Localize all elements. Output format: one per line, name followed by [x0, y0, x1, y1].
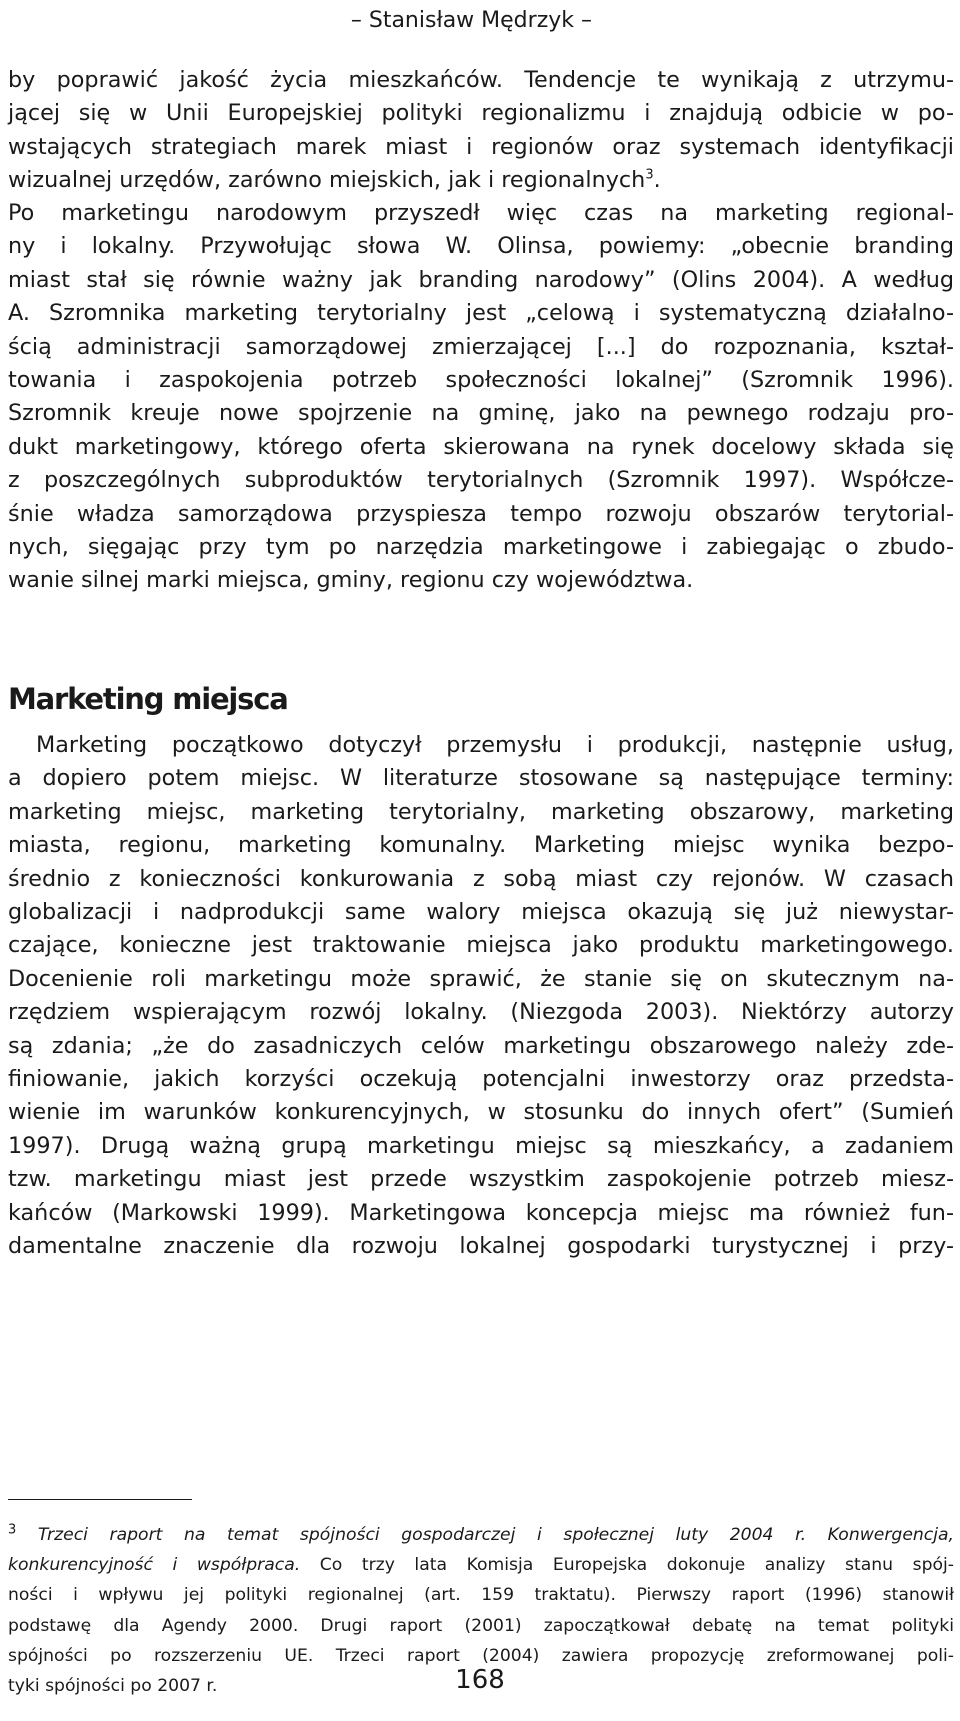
- footnote-italic-text: Trzeci raport na temat spójności gospodarczej i społecznej luty 2004 r. Konwergencja,: [37, 1525, 955, 1545]
- text-fragment: .: [653, 167, 661, 194]
- text-line: damentalne znaczenie dla rozwoju lokalnej gospodarki turystycznej i przy-: [8, 1233, 954, 1260]
- footnote-line: ności i wpływu jej polityki regionalnej (art. 159 traktatu). Pierwszy raport (1996) stanowił: [8, 1585, 954, 1606]
- text-line: ny i lokalny. Przywołując słowa W. Olinsa, powiemy: „obecnie branding: [8, 233, 954, 260]
- footnote-divider: [8, 1499, 192, 1500]
- text-line: tzw. marketingu miast jest przede wszystkim zaspokojenie potrzeb miesz-: [8, 1166, 954, 1193]
- text-line: jącej się w Unii Europejskiej polityki regionalizmu i znajdują odbicie w po-: [8, 100, 954, 127]
- text-line: towania i zaspokojenia potrzeb społeczności lokalnej” (Szromnik 1996).: [8, 367, 954, 394]
- section-title: Marketing miejsca: [8, 682, 288, 716]
- text-line: miast stał się równie ważny jak branding narodowy” (Olins 2004). A według: [8, 266, 954, 293]
- text-line: Po marketingu narodowym przyszedł więc czas na marketing regional-: [8, 200, 954, 226]
- text-line: wanie silnej marki miejsca, gminy, regionu czy województwa.: [8, 567, 694, 594]
- text-line: wienie im warunków konkurencyjnych, w stosunku do innych ofert” (Sumień: [8, 1099, 954, 1126]
- footnote-number: 3: [8, 1522, 17, 1538]
- running-head: – Stanisław Mędrzyk –: [350, 8, 592, 33]
- text-line: są zdania; „że do zasadniczych celów marketingu obszarowego należy zde-: [8, 1032, 954, 1059]
- text-line: dukt marketingowy, którego oferta skierowana na rynek docelowy składa się: [8, 433, 954, 460]
- text-line: globalizacji i nadprodukcji same walory miejsca okazują się już niewystar-: [8, 899, 954, 926]
- text-line: by poprawić jakość życia mieszkańców. Tendencje te wynikają z utrzymu-: [8, 67, 954, 93]
- footnote-line: spójności po rozszerzeniu UE. Trzeci raport (2004) zawiera propozycję zreformowanej poli-: [8, 1645, 954, 1666]
- text-line: z poszczególnych subproduktów terytorialnych (Szromnik 1997). Współcze-: [8, 467, 954, 494]
- text-line: marketing miejsc, marketing terytorialny, marketing obszarowy, marketing: [8, 798, 954, 825]
- text-fragment: wizualnej urzędów, zarówno miejskich, jak i regionalnych: [8, 167, 646, 194]
- text-line: czające, konieczne jest traktowanie miejsca jako produktu marketingowego.: [8, 932, 954, 959]
- text-line: a dopiero potem miejsc. W literaturze stosowane są następujące terminy:: [8, 765, 954, 792]
- text-line: finiowanie, jakich korzyści oczekują potencjalni inwestorzy oraz przedsta-: [8, 1066, 954, 1093]
- footnote-line: tyki spójności po 2007 r.: [8, 1676, 218, 1697]
- footnote-reference[interactable]: 3: [645, 167, 654, 183]
- text-line: ścią administracji samorządowej zmierzającej [...] do rozpoznania, kształ-: [8, 333, 954, 360]
- footnote-line: podstawę dla Agendy 2000. Drugi raport (2001) zapoczątkował debatę na temat polityki: [8, 1615, 954, 1636]
- text-line: rzędziem wspierającym rozwój lokalny. (Niezgoda 2003). Niektórzy autorzy: [8, 999, 954, 1026]
- text-line: [8, 164, 954, 197]
- footnote-italic-text: konkurencyjność i współpraca.: [8, 1555, 301, 1576]
- text-line: kańców (Markowski 1999). Marketingowa koncepcja miejsc ma również fun-: [8, 1199, 954, 1226]
- text-line: wstających strategiach marek miast i regionów oraz systemach identyfikacji: [8, 133, 954, 160]
- footnote-line: [8, 1520, 954, 1550]
- footnote-line: [8, 1550, 954, 1580]
- text-line: śnie władza samorządowa przyspiesza tempo rozwoju obszarów terytorial-: [8, 500, 954, 527]
- text-line: 1997). Drugą ważną grupą marketingu miejsc są mieszkańcy, a zadaniem: [8, 1132, 954, 1159]
- page-number: 168: [455, 1665, 505, 1695]
- section-paragraph: [8, 729, 954, 1264]
- text-line: średnio z konieczności konkurowania z sobą miast czy rejonów. W czasach: [8, 865, 954, 892]
- text-line: Szromnik kreuje nowe spojrzenie na gminę, jako na pewnego rodzaju pro-: [8, 400, 954, 427]
- text-line: A. Szromnika marketing terytorialny jest „celową i systematyczną działalno-: [8, 300, 954, 327]
- paragraph-1: [8, 64, 954, 198]
- text-line: Marketing początkowo dotyczył przemysłu i produkcji, następnie usług,: [36, 732, 954, 758]
- text-line: nych, sięgając przy tym po narzędzia marketingowe i zabiegając o zbudo-: [8, 534, 954, 561]
- paragraph-2: [8, 197, 954, 598]
- footnote-text: Co trzy lata Komisja Europejska dokonuje analizy stanu spój-: [300, 1555, 954, 1576]
- text-line: miasta, regionu, marketing komunalny. Marketing miejsc wynika bezpo-: [8, 832, 954, 859]
- text-line: Docenienie roli marketingu może sprawić, że stanie się on skutecznym na-: [8, 965, 954, 992]
